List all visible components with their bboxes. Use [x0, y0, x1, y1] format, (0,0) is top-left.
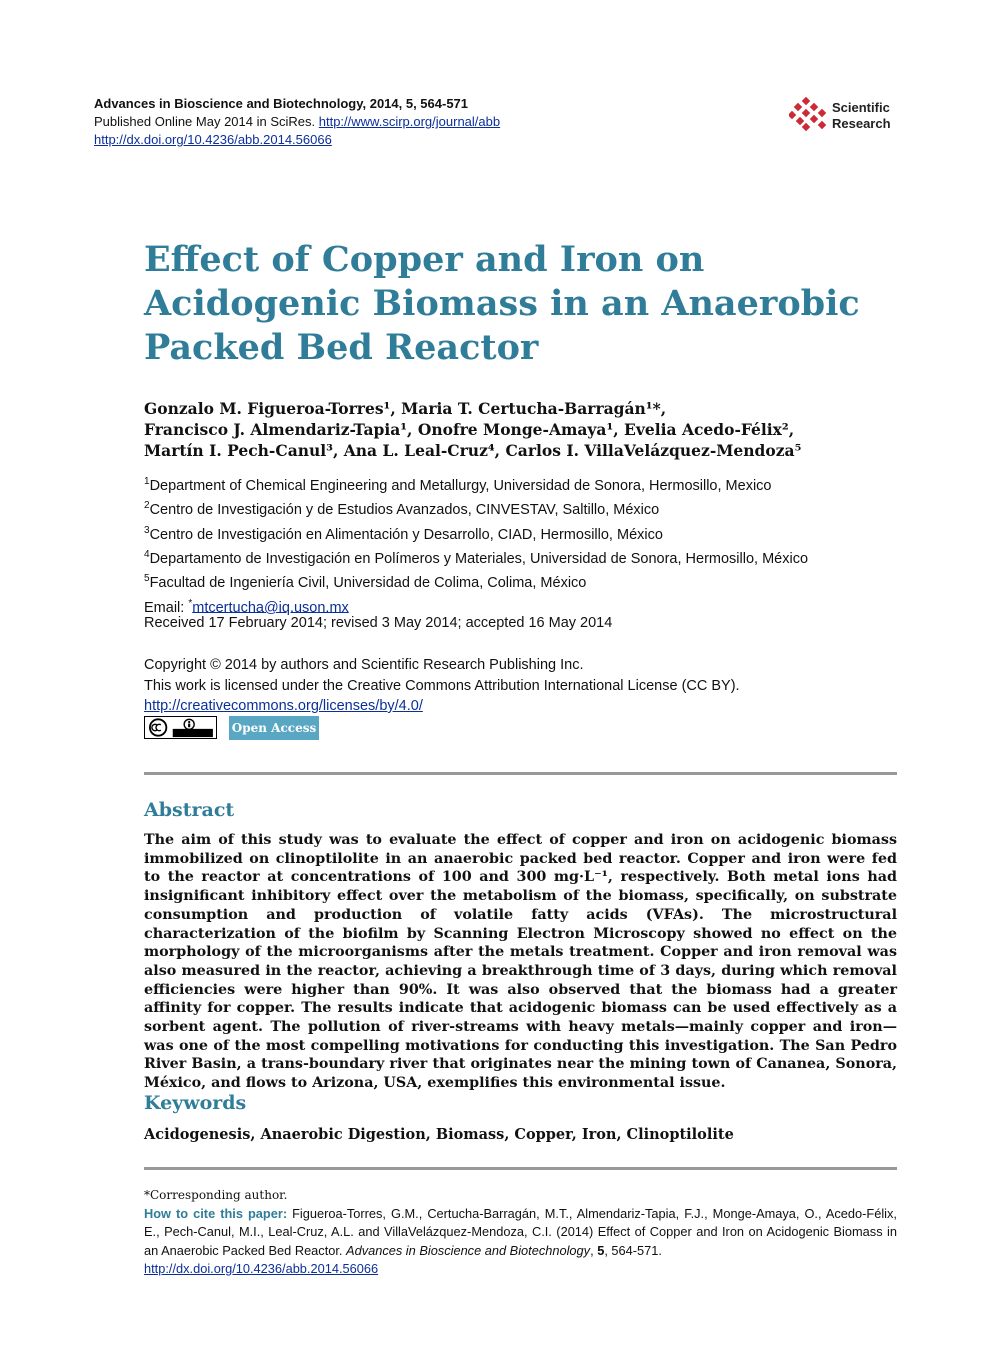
author-line: Gonzalo M. Figueroa-Torres¹, Maria T. Certucha-Barragán¹*, — [144, 399, 667, 418]
abstract-heading: Abstract — [144, 799, 235, 821]
journal-header — [94, 95, 500, 149]
keywords-heading: Keywords — [144, 1092, 247, 1114]
abstract-text: The aim of this study was to evaluate the effect of copper and iron on acidogenic biomass immobilized on clinoptilolite in an anaerobic packed bed reactor. Copper and iron were fed to the reactor at concentrations of 100 and 300 mg·L⁻¹, respectively. Both metal ions had insignificant inhibitory effect over the metabolism of the biomass, specifically, on substrate consumption and production of volatile fatty acids (VFAs). The microstructural characterization of the biofilm by Scanning Electron Microscopy showed no effect on the morphology of the microorganisms after the metals treatment. Copper and iron removal was also measured in the reactor, achieving a breakthrough time of 3 days, during which removal efficiencies were higher than 90%. It was also observed that the biomass had a greater affinity for copper. The results indicate that acidogenic biomass can be used effectively as a sorbent agent. The pollution of river-streams with heavy metals—mainly copper and iron—was one of the most compelling motivations for conducting this investigation. The San Pedro River Basin, a trans-boundary river that originates near the mining town of Cananea, Sonora, México, and flows to Arizona, USA, exemplifies this environmental issue. — [144, 832, 897, 1092]
creative-commons-by-icon[interactable] — [144, 716, 217, 739]
paper-title: Effect of Copper and Iron on Acidogenic Biomass in an Anaerobic Packed Bed Reactor — [144, 239, 860, 368]
author-list — [144, 398, 904, 461]
journal-citation: Advances in Bioscience and Biotechnology, 2014, 5, 564-571 — [94, 96, 469, 111]
copyright-block — [144, 655, 740, 717]
journal-link[interactable]: http://www.scirp.org/journal/abb — [318, 114, 501, 129]
affiliation-item: $^5$Facultad de Ingeniería Civil, Universidad de Colima, Colima, México — [144, 573, 587, 592]
logo-text: Scientific Research — [832, 100, 891, 131]
author-line: Francisco J. Almendariz-Tapia¹, Onofre Monge-Amaya¹, Evelia Acedo-Félix², — [144, 420, 795, 439]
email-line: Email: *mtcertucha@iq.uson.mx — [144, 597, 349, 616]
open-access-badge[interactable]: Open Access — [229, 716, 319, 740]
copyright-line: Copyright © 2014 by authors and Scientific Research Publishing Inc. — [144, 657, 584, 673]
corresponding-author-note: *Corresponding author. — [144, 1188, 288, 1202]
affiliation-item: $^1$Department of Chemical Engineering and Metallurgy, Universidad de Sonora, Hermosillo, Mexico — [144, 476, 772, 494]
affiliation-item: $^4$Departamento de Investigación en Polímeros y Materiales, Universidad de Sonora, Hermosillo, México — [144, 548, 809, 567]
footnote-block — [144, 1186, 897, 1279]
citation-text: How to cite this paper: Figueroa-Torres, G.M., Certucha-Barragán, M.T., Almendariz-Tapia, F.J., Monge-Amaya, O., Acedo-Félix, E., Pech-Canul, M.I., Leal-Cruz, A.L. and VillaVelázquez-Mendoza, C.I. (2014) Effect of Copper and Iron on Acidogenic Biomass in an Anaerobic Packed Bed Reactor. Advances in Bioscience and Biotechnology, 5, 564-571. — [144, 1205, 897, 1258]
keywords-text: Acidogenesis, Anaerobic Digestion, Biomass, Copper, Iron, Clinoptilolite — [144, 1126, 734, 1143]
footnote-divider — [144, 1167, 897, 1170]
section-divider — [144, 772, 897, 775]
affiliations — [144, 472, 808, 618]
email-link[interactable]: mtcertucha@iq.uson.mx — [192, 599, 349, 616]
citation-doi-link[interactable]: http://dx.doi.org/10.4236/abb.2014.56066 — [144, 1261, 379, 1276]
affiliation-item: $^3$Centro de Investigación en Alimentación y Desarrollo, CIAD, Hermosillo, México — [144, 524, 663, 543]
affiliation-item: $^2$Centro de Investigación y de Estudios Avanzados, CINVESTAV, Saltillo, México — [144, 500, 660, 519]
article-dates: Received 17 February 2014; revised 3 May 2014; accepted 16 May 2014 — [144, 615, 613, 631]
license-line: This work is licensed under the Creative Commons Attribution International License (CC BY). — [144, 677, 740, 694]
cite-label: How to cite this paper: — [144, 1205, 288, 1221]
published-line: Published Online May 2014 in SciRes. http://www.scirp.org/journal/abb — [94, 114, 501, 129]
doi-link[interactable]: http://dx.doi.org/10.4236/abb.2014.56066 — [94, 132, 332, 147]
license-link[interactable]: http://creativecommons.org/licenses/by/4.0/ — [144, 698, 423, 714]
author-line: Martín I. Pech-Canul³, Ana L. Leal-Cruz⁴, Carlos I. VillaVelázquez-Mendoza⁵ — [144, 441, 802, 460]
